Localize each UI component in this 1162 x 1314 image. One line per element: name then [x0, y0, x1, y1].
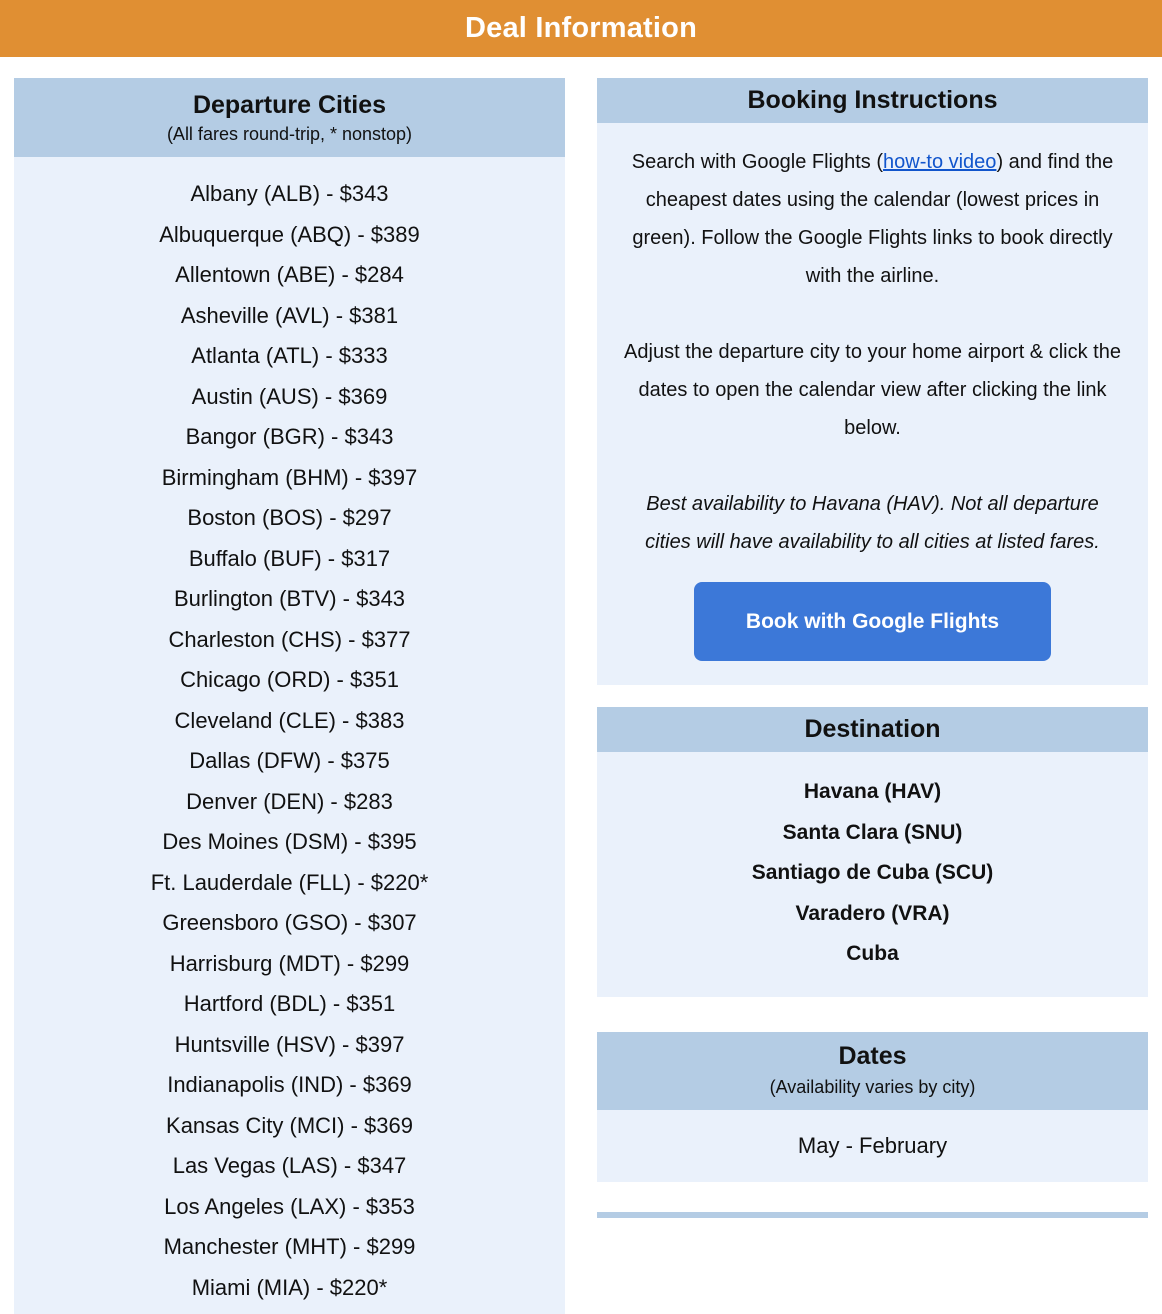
city-fare-item: Indianapolis (IND) - $369 [167, 1072, 412, 1097]
destination-item: Cuba [846, 942, 899, 965]
destination-header [597, 707, 1148, 752]
p1-before-link: Search with Google Flights ( [631, 151, 884, 173]
city-fare-item: Ft. Lauderdale (FLL) - $220* [150, 869, 429, 895]
booking-instructions-header [597, 78, 1148, 123]
city-fare-item: Dallas (DFW) - $375 [189, 748, 390, 773]
dates-value: May - February [597, 1110, 1148, 1182]
how-to-video-link[interactable]: how-to video [883, 151, 997, 173]
city-fare-item: Chicago (ORD) - $351 [180, 667, 399, 692]
destination-item: Varadero (VRA) [795, 901, 950, 925]
destination-title: Destination [804, 715, 941, 743]
next-panel-cutoff-strip [597, 1212, 1148, 1218]
city-fare-item: Birmingham (BHM) - $397 [161, 464, 418, 490]
city-fare-item: Austin (AUS) - $369 [191, 383, 388, 409]
city-fare-item: Greensboro (GSO) - $307 [162, 910, 417, 935]
destination-panel [597, 707, 1148, 997]
city-fare-item: Charleston (CHS) - $377 [168, 626, 411, 652]
city-fare-item: Cleveland (CLE) - $383 [174, 707, 405, 733]
city-fare-item: Allentown (ABE) - $284 [175, 262, 404, 287]
p1-after-link: ) and find the cheapest dates using the calendar (lowest prices in green). Follow the Google Flights links to book directly with the airline. [632, 151, 1114, 287]
destination-item: Havana (HAV) [803, 780, 942, 803]
city-fare-item: Las Vegas (LAS) - $347 [172, 1153, 407, 1178]
departure-cities-subtitle: (All fares round-trip, * nonstop) [166, 124, 413, 144]
city-fare-item: Asheville (AVL) - $381 [180, 302, 399, 328]
page-title: Deal Information [465, 12, 697, 44]
destination-item: Santa Clara (SNU) [782, 820, 963, 844]
city-fare-item: Denver (DEN) - $283 [186, 788, 393, 814]
city-fare-item: Atlanta (ATL) - $333 [191, 343, 388, 368]
city-fare-item: Buffalo (BUF) - $317 [188, 545, 391, 571]
booking-paragraph-2: Adjust the departure city to your home airport & click the dates to open the calendar view after clicking the link below. [624, 341, 1121, 439]
book-google-flights-button[interactable]: Book with Google Flights [694, 582, 1051, 661]
booking-instructions-title: Booking Instructions [747, 86, 998, 114]
departure-cities-panel [14, 78, 565, 1314]
city-fare-item: Albany (ALB) - $343 [190, 181, 389, 206]
content-columns [0, 78, 1162, 1314]
destination-item: Santiago de Cuba (SCU) [751, 861, 994, 884]
paragraph-spacer [623, 447, 1122, 485]
left-column [14, 78, 565, 1314]
booking-instructions-panel [597, 78, 1148, 685]
city-fare-item: Kansas City (MCI) - $369 [166, 1112, 413, 1138]
city-fare-item: Huntsville (HSV) - $397 [174, 1031, 405, 1057]
city-fare-item: Manchester (MHT) - $299 [163, 1234, 416, 1259]
dates-header [597, 1032, 1148, 1110]
city-fare-item: Harrisburg (MDT) - $299 [169, 950, 410, 976]
booking-paragraph-1 [623, 143, 1122, 295]
destination-list [597, 752, 1148, 997]
departure-cities-list [14, 157, 565, 1314]
deal-information-header [0, 0, 1162, 57]
availability-note: Best availability to Havana (HAV). Not all departure cities will have availability to all cities at listed fares. [645, 493, 1100, 553]
city-fare-item: Los Angeles (LAX) - $353 [164, 1193, 415, 1219]
dates-subtitle: (Availability varies by city) [769, 1076, 976, 1097]
city-fare-item: Hartford (BDL) - $351 [183, 991, 396, 1016]
dates-panel [597, 1032, 1148, 1182]
city-fare-item: Bangor (BGR) - $343 [185, 424, 394, 449]
departure-cities-title: Departure Cities [192, 91, 387, 119]
city-fare-item: Miami (MIA) - $220* [191, 1274, 388, 1300]
dates-title: Dates [838, 1041, 907, 1070]
departure-cities-header [14, 78, 565, 157]
city-fare-item: Burlington (BTV) - $343 [173, 586, 406, 611]
booking-instructions-body [597, 123, 1148, 685]
city-fare-item: Boston (BOS) - $297 [187, 505, 392, 530]
city-fare-item: Albuquerque (ABQ) - $389 [159, 221, 420, 247]
right-column [597, 78, 1148, 1218]
paragraph-spacer [623, 295, 1122, 333]
city-fare-item: Des Moines (DSM) - $395 [162, 829, 417, 854]
